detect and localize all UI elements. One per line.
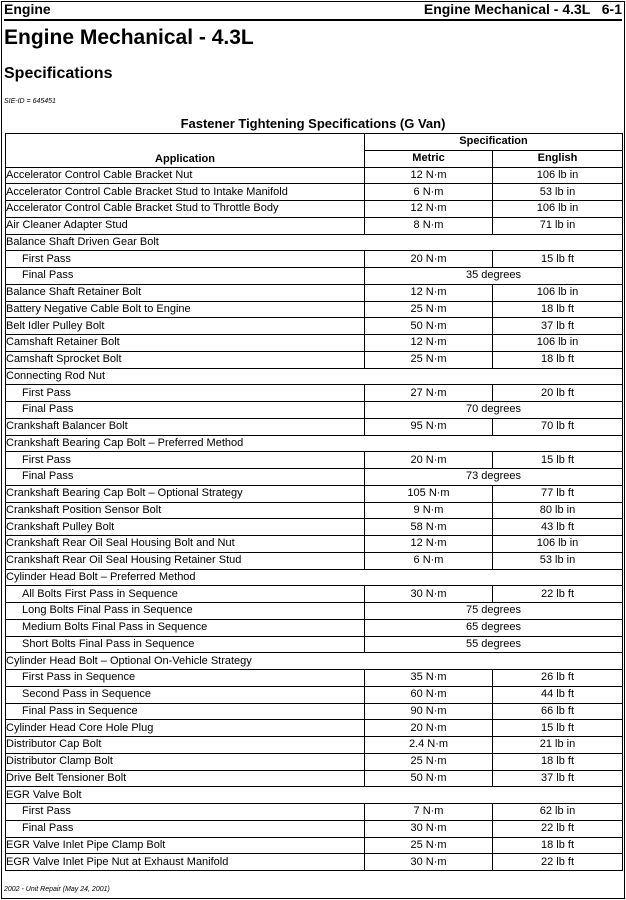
metric-cell: 30 N·m: [365, 820, 493, 837]
application-cell: First Pass: [6, 452, 365, 469]
metric-cell: 20 N·m: [365, 720, 493, 737]
application-cell: Drive Belt Tensioner Bolt: [6, 770, 365, 787]
table-row: [6, 686, 623, 703]
table-row: [6, 753, 623, 770]
table-row: [6, 804, 623, 821]
metric-cell: 12 N·m: [365, 284, 493, 301]
application-cell: Belt Idler Pulley Bolt: [6, 318, 365, 335]
spec-angle-cell: 75 degrees: [365, 603, 623, 620]
english-cell: 43 lb ft: [493, 519, 623, 536]
application-cell: EGR Valve Inlet Pipe Nut at Exhaust Manifold: [6, 854, 365, 871]
table-row: [6, 703, 623, 720]
application-cell: Medium Bolts Final Pass in Sequence: [6, 619, 365, 636]
english-cell: 37 lb ft: [493, 318, 623, 335]
english-cell: 22 lb ft: [493, 854, 623, 871]
metric-cell: 9 N·m: [365, 502, 493, 519]
metric-cell: 30 N·m: [365, 854, 493, 871]
application-cell: Accelerator Control Cable Bracket Stud to Throttle Body: [6, 201, 365, 218]
application-cell: Crankshaft Bearing Cap Bolt – Optional Strategy: [6, 485, 365, 502]
application-cell: Final Pass: [6, 268, 365, 285]
application-cell: EGR Valve Inlet Pipe Clamp Bolt: [6, 837, 365, 854]
table-row: [6, 670, 623, 687]
header-section: Engine: [4, 1, 51, 17]
sie-id: SIE-ID = 645451: [4, 98, 56, 105]
application-cell: First Pass: [6, 251, 365, 268]
metric-cell: 20 N·m: [365, 452, 493, 469]
table-row: [6, 418, 623, 435]
header-page-ref: Engine Mechanical - 4.3L 6-1: [423, 1, 622, 17]
metric-cell: 12 N·m: [365, 536, 493, 553]
metric-cell: 30 N·m: [365, 586, 493, 603]
application-cell: Camshaft Retainer Bolt: [6, 335, 365, 352]
table-row: [6, 351, 623, 368]
application-cell: Camshaft Sprocket Bolt: [6, 351, 365, 368]
metric-cell: 12 N·m: [365, 335, 493, 352]
table-row: [6, 636, 623, 653]
english-cell: 18 lb ft: [493, 351, 623, 368]
application-cell: Final Pass: [6, 820, 365, 837]
col-header-english: English: [493, 150, 623, 167]
application-cell: Crankshaft Rear Oil Seal Housing Bolt and Nut: [6, 536, 365, 553]
table-row: [6, 586, 623, 603]
table-group-row: [6, 435, 623, 452]
table-row: [6, 469, 623, 486]
table-group-row: [6, 787, 623, 804]
english-cell: 62 lb in: [493, 804, 623, 821]
table-row: [6, 485, 623, 502]
table-row: [6, 167, 623, 184]
metric-cell: 12 N·m: [365, 201, 493, 218]
english-cell: 18 lb ft: [493, 753, 623, 770]
application-cell: Short Bolts Final Pass in Sequence: [6, 636, 365, 653]
table-row: [6, 452, 623, 469]
english-cell: 80 lb in: [493, 502, 623, 519]
spec-angle-cell: 70 degrees: [365, 402, 623, 419]
spec-table-body: [6, 167, 623, 871]
col-header-specification: Specification: [365, 134, 623, 151]
page-footer: 2002 - Unit Repair (May 24, 2001): [4, 886, 110, 893]
metric-cell: 58 N·m: [365, 519, 493, 536]
table-group-row: [6, 368, 623, 385]
table-row: [6, 251, 623, 268]
metric-cell: 25 N·m: [365, 301, 493, 318]
english-cell: 18 lb ft: [493, 301, 623, 318]
table-group-row: [6, 653, 623, 670]
metric-cell: 6 N·m: [365, 184, 493, 201]
application-cell: First Pass: [6, 385, 365, 402]
metric-cell: 2.4 N·m: [365, 737, 493, 754]
application-cell: Cylinder Head Bolt – Optional On-Vehicle Strategy: [6, 653, 623, 670]
metric-cell: 90 N·m: [365, 703, 493, 720]
table-row: [6, 201, 623, 218]
application-cell: EGR Valve Bolt: [6, 787, 623, 804]
metric-cell: 25 N·m: [365, 351, 493, 368]
metric-cell: 7 N·m: [365, 804, 493, 821]
english-cell: 37 lb ft: [493, 770, 623, 787]
section-subtitle: Specifications: [4, 65, 113, 82]
table-row: [6, 854, 623, 871]
english-cell: 66 lb ft: [493, 703, 623, 720]
application-cell: Battery Negative Cable Bolt to Engine: [6, 301, 365, 318]
spec-angle-cell: 35 degrees: [365, 268, 623, 285]
table-row: [6, 519, 623, 536]
table-row: [6, 770, 623, 787]
application-cell: Crankshaft Bearing Cap Bolt – Preferred Method: [6, 435, 623, 452]
english-cell: 70 lb ft: [493, 418, 623, 435]
metric-cell: 35 N·m: [365, 670, 493, 687]
english-cell: 106 lb in: [493, 284, 623, 301]
metric-cell: 6 N·m: [365, 552, 493, 569]
english-cell: 44 lb ft: [493, 686, 623, 703]
english-cell: 15 lb ft: [493, 452, 623, 469]
spec-angle-cell: 55 degrees: [365, 636, 623, 653]
english-cell: 21 lb in: [493, 737, 623, 754]
application-cell: Distributor Clamp Bolt: [6, 753, 365, 770]
table-row: [6, 301, 623, 318]
english-cell: 22 lb ft: [493, 820, 623, 837]
table-title: Fastener Tightening Specifications (G Van): [180, 116, 446, 131]
application-cell: Balance Shaft Driven Gear Bolt: [6, 234, 623, 251]
spec-angle-cell: 73 degrees: [365, 469, 623, 486]
application-cell: First Pass in Sequence: [6, 670, 365, 687]
english-cell: 15 lb ft: [493, 720, 623, 737]
metric-cell: 25 N·m: [365, 753, 493, 770]
english-cell: 26 lb ft: [493, 670, 623, 687]
english-cell: 106 lb in: [493, 335, 623, 352]
table-row: [6, 335, 623, 352]
page-title: Engine Mechanical - 4.3L: [4, 26, 254, 49]
application-cell: Long Bolts Final Pass in Sequence: [6, 603, 365, 620]
application-cell: Final Pass: [6, 469, 365, 486]
application-cell: Accelerator Control Cable Bracket Nut: [6, 167, 365, 184]
application-cell: Crankshaft Pulley Bolt: [6, 519, 365, 536]
table-row: [6, 619, 623, 636]
english-cell: 53 lb in: [493, 552, 623, 569]
metric-cell: 8 N·m: [365, 217, 493, 234]
table-group-row: [6, 234, 623, 251]
application-cell: Final Pass in Sequence: [6, 703, 365, 720]
english-cell: 18 lb ft: [493, 837, 623, 854]
spec-table: [5, 133, 623, 871]
english-cell: 77 lb ft: [493, 485, 623, 502]
table-row: [6, 402, 623, 419]
application-cell: Distributor Cap Bolt: [6, 737, 365, 754]
table-row: [6, 837, 623, 854]
application-cell: Second Pass in Sequence: [6, 686, 365, 703]
table-group-row: [6, 569, 623, 586]
application-cell: First Pass: [6, 804, 365, 821]
application-cell: Air Cleaner Adapter Stud: [6, 217, 365, 234]
application-cell: Connecting Rod Nut: [6, 368, 623, 385]
table-row: [6, 385, 623, 402]
english-cell: 71 lb in: [493, 217, 623, 234]
table-row: [6, 552, 623, 569]
english-cell: 53 lb in: [493, 184, 623, 201]
application-cell: All Bolts First Pass in Sequence: [6, 586, 365, 603]
application-cell: Cylinder Head Core Hole Plug: [6, 720, 365, 737]
table-row: [6, 502, 623, 519]
running-header: [4, 0, 622, 21]
application-cell: Balance Shaft Retainer Bolt: [6, 284, 365, 301]
metric-cell: 27 N·m: [365, 385, 493, 402]
table-row: [6, 603, 623, 620]
application-cell: Crankshaft Rear Oil Seal Housing Retainer Stud: [6, 552, 365, 569]
spec-angle-cell: 65 degrees: [365, 619, 623, 636]
table-row: [6, 217, 623, 234]
col-header-metric: Metric: [365, 150, 493, 167]
table-row: [6, 536, 623, 553]
application-cell: Crankshaft Position Sensor Bolt: [6, 502, 365, 519]
metric-cell: 95 N·m: [365, 418, 493, 435]
table-row: [6, 737, 623, 754]
english-cell: 15 lb ft: [493, 251, 623, 268]
application-cell: Crankshaft Balancer Bolt: [6, 418, 365, 435]
metric-cell: 50 N·m: [365, 318, 493, 335]
english-cell: 106 lb in: [493, 201, 623, 218]
metric-cell: 12 N·m: [365, 167, 493, 184]
metric-cell: 60 N·m: [365, 686, 493, 703]
table-row: [6, 720, 623, 737]
application-cell: Accelerator Control Cable Bracket Stud to Intake Manifold: [6, 184, 365, 201]
table-row: [6, 820, 623, 837]
table-row: [6, 184, 623, 201]
table-row: [6, 268, 623, 285]
english-cell: 22 lb ft: [493, 586, 623, 603]
metric-cell: 20 N·m: [365, 251, 493, 268]
metric-cell: 50 N·m: [365, 770, 493, 787]
application-cell: Final Pass: [6, 402, 365, 419]
table-row: [6, 318, 623, 335]
english-cell: 20 lb ft: [493, 385, 623, 402]
english-cell: 106 lb in: [493, 536, 623, 553]
metric-cell: 105 N·m: [365, 485, 493, 502]
application-cell: Cylinder Head Bolt – Preferred Method: [6, 569, 623, 586]
table-row: [6, 284, 623, 301]
col-header-application: Application: [6, 134, 365, 168]
metric-cell: 25 N·m: [365, 837, 493, 854]
english-cell: 106 lb in: [493, 167, 623, 184]
